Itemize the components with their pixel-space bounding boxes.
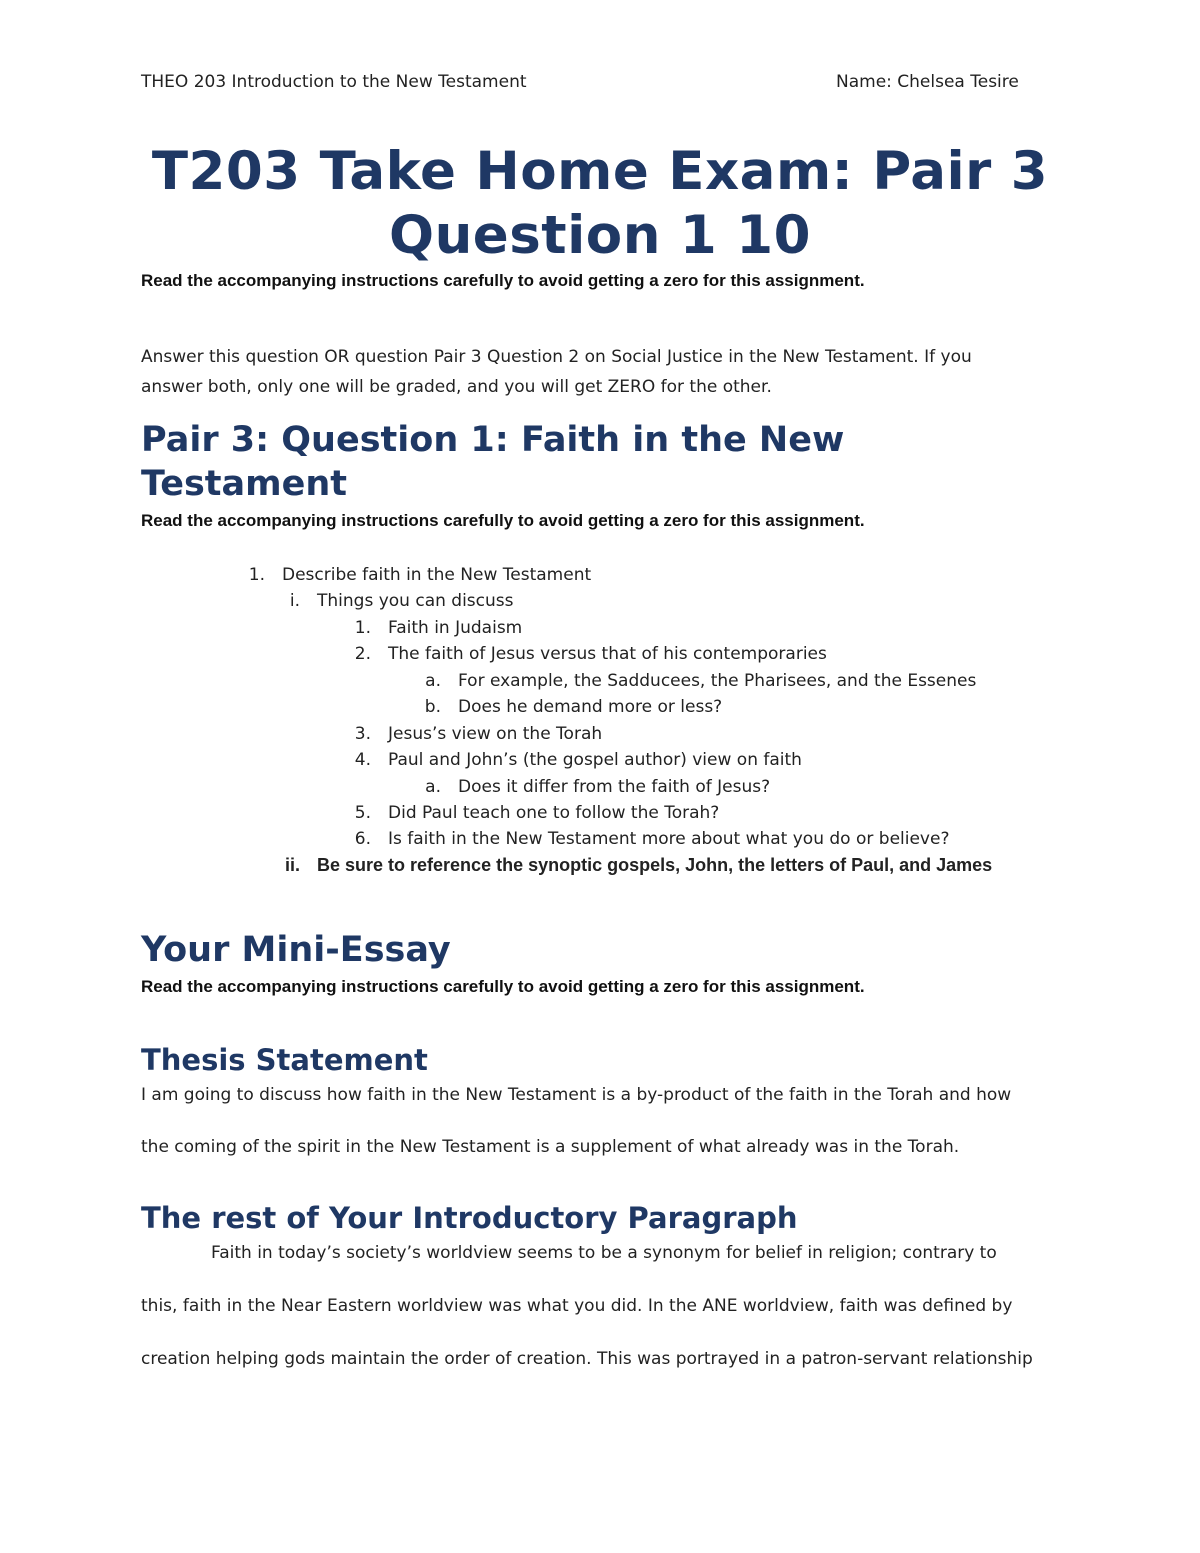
intro-paragraph-heading: The rest of Your Introductory Paragraph [141,1201,798,1235]
essay-intro-line-2: this, faith in the Near Eastern worldview was what you did. In the ANE worldview, faith was defined by [141,1296,1013,1316]
course-header: THEO 203 Introduction to the New Testament [141,72,527,92]
essay-heading: Your Mini-Essay [141,930,451,970]
page-title [100,140,1100,268]
thesis-heading: Thesis Statement [141,1043,428,1077]
title-line-1: T203 Take Home Exam: Pair 3 [151,141,1049,202]
intro-paragraph [141,342,1061,402]
essay-intro-line-1: Faith in today’s society’s worldview seems to be a synonym for belief in religion; contrary to [211,1243,997,1263]
question-heading-line-2: Testament [141,464,348,504]
intro-line-2: answer both, only one will be graded, and you will get ZERO for the other. [141,377,772,397]
question-heading-line-1: Pair 3: Question 1: Faith in the New [141,420,845,460]
instructions-warning: Read the accompanying instructions carefully to avoid getting a zero for this assignment. [141,271,865,290]
student-name: Name: Chelsea Tesire [836,72,1019,92]
document-page: THEO 203 Introduction to the New Testament Name: Chelsea Tesire T203 Take Home Exam: Pair 3 Question 1 10 Read the accompanying instructions carefully to avoid getting a zero for this assignment. Answer this question OR question Pair 3 Question 2 on Social Justice in the New Testament. If you answer both, only one will be graded, and you will get ZERO for the other. Pair 3: Question 1: Faith in the New Testament Read the accompanying instructions carefully to avoid getting a zero for this assignment. 1. Describe faith in the New Testament i. Things you can discuss 1. Faith in Judaism 2. The faith of Jesus versus that of his contemporaries a. For example, the Sadducees, the Pharisees, and the Essenes b. Does he demand more or less? 3. Jesus’s view on the Torah 4. Paul and John’s (the gospel author) view on faith a. Does it differ from the faith of Jesus? 5. Did Paul teach one to follow the Torah? 6. Is faith in the New Testament more about what you do or believe? ii. Be sure to reference the synoptic gospels, John, the letters of Paul, and James Your Mini-Essay Read the accompanying instructions carefully to avoid getting a zero for this assignment. Thesis Statement I am going to discuss how faith in the New Testament is a by-product of the faith in the Torah and how the coming of the spirit in the New Testament is a supplement of what already was in the Torah. The rest of Your Introductory Paragraph Faith in today’s society’s worldview seems to be a synonym for belief in religion; contrary to this, faith in the Near Eastern worldview was what you did. In the ANE worldview, faith was defined by creation helping gods maintain the order of creation. This was portrayed in a patron-servant relationship [0,0,1200,1553]
instructions-warning: Read the accompanying instructions carefully to avoid getting a zero for this assignment. [141,977,865,996]
thesis-line-2: the coming of the spirit in the New Testament is a supplement of what already was in the Torah. [141,1137,960,1157]
title-line-2: Question 1 10 [389,205,811,266]
instructions-warning: Read the accompanying instructions carefully to avoid getting a zero for this assignment. [141,511,865,530]
question-heading [141,418,844,506]
essay-intro-line-3: creation helping gods maintain the order of creation. This was portrayed in a patron-servant relationship [141,1349,1033,1369]
intro-line-1: Answer this question OR question Pair 3 Question 2 on Social Justice in the New Testament. If you [141,347,972,367]
thesis-line-1: I am going to discuss how faith in the New Testament is a by-product of the faith in the Torah and how [141,1085,1012,1105]
